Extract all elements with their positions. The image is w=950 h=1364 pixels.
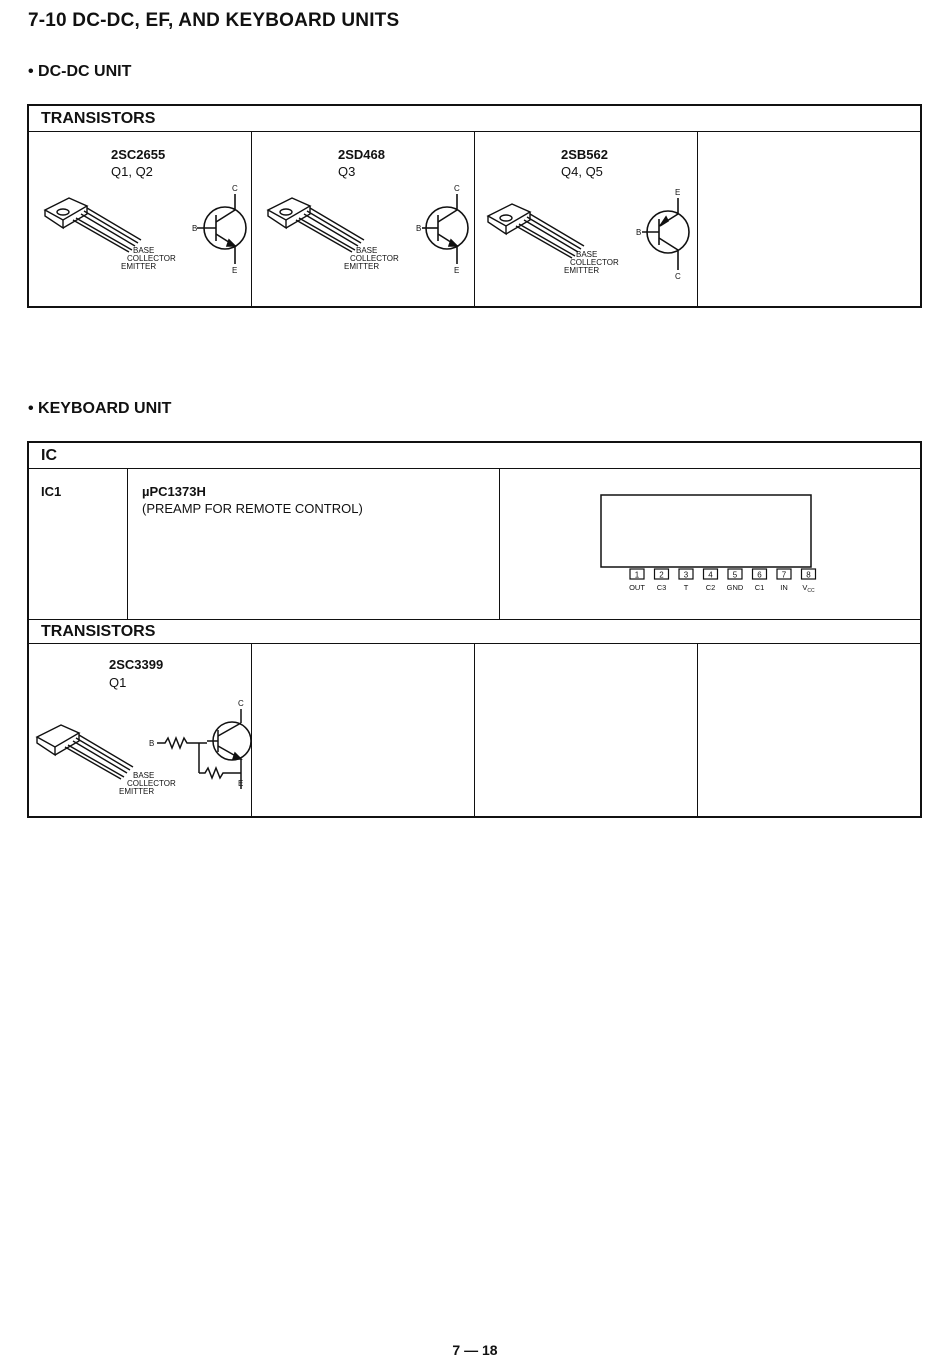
divider xyxy=(474,644,475,816)
base-label: BASE xyxy=(133,771,155,780)
emitter-label: EMITTER xyxy=(119,787,155,796)
ic-ref: IC1 xyxy=(41,484,62,499)
npn-transistor-diagram xyxy=(41,180,251,300)
ic-package-diagram xyxy=(589,491,819,595)
b-terminal-label: B xyxy=(192,224,198,233)
part-number-2sc3399: 2SC3399 xyxy=(109,657,164,672)
ref-q3: Q3 xyxy=(338,164,356,179)
b-terminal-label: B xyxy=(149,739,155,748)
ic-body xyxy=(601,495,811,567)
keyboard-heading: • KEYBOARD UNIT xyxy=(28,400,172,417)
ic-pin-name: $V_{CC}$ xyxy=(802,583,815,594)
page-title: 7-10 DC-DC, EF, AND KEYBOARD UNITS xyxy=(28,10,400,31)
ic-pin-name: IN xyxy=(780,583,788,592)
part-number-2sd468: 2SD468 xyxy=(338,147,385,162)
c-terminal-label: C xyxy=(232,184,238,193)
digital-transistor-diagram xyxy=(33,695,251,815)
ic-pin-name: OUT xyxy=(629,583,645,592)
emitter-label: EMITTER xyxy=(121,262,157,271)
ic-pin-name: GND xyxy=(726,583,744,592)
npn-symbol xyxy=(197,194,246,264)
e-terminal-label: E xyxy=(232,266,238,275)
ic-pin-number: 8 xyxy=(806,570,811,580)
collector-label: COLLECTOR xyxy=(350,254,399,263)
collector-label: COLLECTOR xyxy=(570,258,619,267)
ic-pin-number: 6 xyxy=(757,570,762,580)
base-label: BASE xyxy=(356,246,378,255)
ref-q1-q2: Q1, Q2 xyxy=(111,164,153,179)
base-label: BASE xyxy=(576,250,598,259)
b-terminal-label: B xyxy=(636,228,642,237)
divider xyxy=(127,469,128,619)
dcdc-transistor-table xyxy=(27,104,922,308)
keyboard-table xyxy=(27,441,922,818)
npn-symbol xyxy=(422,194,468,264)
collector-label: COLLECTOR xyxy=(127,254,176,263)
ic-pin-number: 1 xyxy=(634,570,640,580)
to-package-icon xyxy=(268,198,364,252)
c-terminal-label: C xyxy=(675,272,681,281)
ic-table-header: IC xyxy=(29,443,920,469)
to-package-icon xyxy=(37,725,133,779)
emitter-label: EMITTER xyxy=(344,262,380,271)
pnp-transistor-diagram xyxy=(484,186,696,306)
part-number-2sc2655: 2SC2655 xyxy=(111,147,166,162)
ic-pin-number: 5 xyxy=(732,570,738,580)
e-terminal-label: E xyxy=(454,266,460,275)
divider xyxy=(499,469,500,619)
page-number: 7 — 18 xyxy=(452,1342,498,1358)
resistor-npn-symbol xyxy=(157,709,251,789)
b-terminal-label: B xyxy=(416,224,422,233)
ic-pin-number: 2 xyxy=(659,570,664,580)
ic-pins xyxy=(629,569,815,594)
collector-label: COLLECTOR xyxy=(127,779,176,788)
divider xyxy=(474,132,475,306)
divider xyxy=(251,132,252,306)
base-label: BASE xyxy=(133,246,155,255)
emitter-label: EMITTER xyxy=(564,266,600,275)
ref-q4-q5: Q4, Q5 xyxy=(561,164,603,179)
ic-description: (PREAMP FOR REMOTE CONTROL) xyxy=(142,501,363,516)
to-package-icon xyxy=(488,204,584,258)
npn-transistor-diagram xyxy=(264,180,474,300)
divider xyxy=(251,644,252,816)
ref-q1: Q1 xyxy=(109,675,127,690)
ic-pin-number: 4 xyxy=(708,570,713,580)
to-package-icon xyxy=(45,198,141,252)
c-terminal-label: C xyxy=(454,184,460,193)
part-number-2sb562: 2SB562 xyxy=(561,147,608,162)
ic-pin-number: 7 xyxy=(781,570,787,580)
ic-pin-name: T xyxy=(683,583,689,592)
divider xyxy=(697,132,698,306)
pnp-symbol xyxy=(642,198,689,270)
dcdc-table-header: TRANSISTORS xyxy=(29,106,920,132)
ic-pin-number: 3 xyxy=(683,570,689,580)
ic-pin-name: C1 xyxy=(754,583,765,592)
e-terminal-label: E xyxy=(675,188,681,197)
keyboard-transistors-header: TRANSISTORS xyxy=(29,619,920,644)
ic-part-number: µPC1373H xyxy=(142,484,206,499)
dcdc-heading: • DC-DC UNIT xyxy=(28,63,132,80)
c-terminal-label: C xyxy=(238,699,244,708)
e-terminal-label: E xyxy=(238,779,244,788)
ic-pin-name: C3 xyxy=(656,583,667,592)
divider xyxy=(697,644,698,816)
ic-pin-name: C2 xyxy=(705,583,716,592)
